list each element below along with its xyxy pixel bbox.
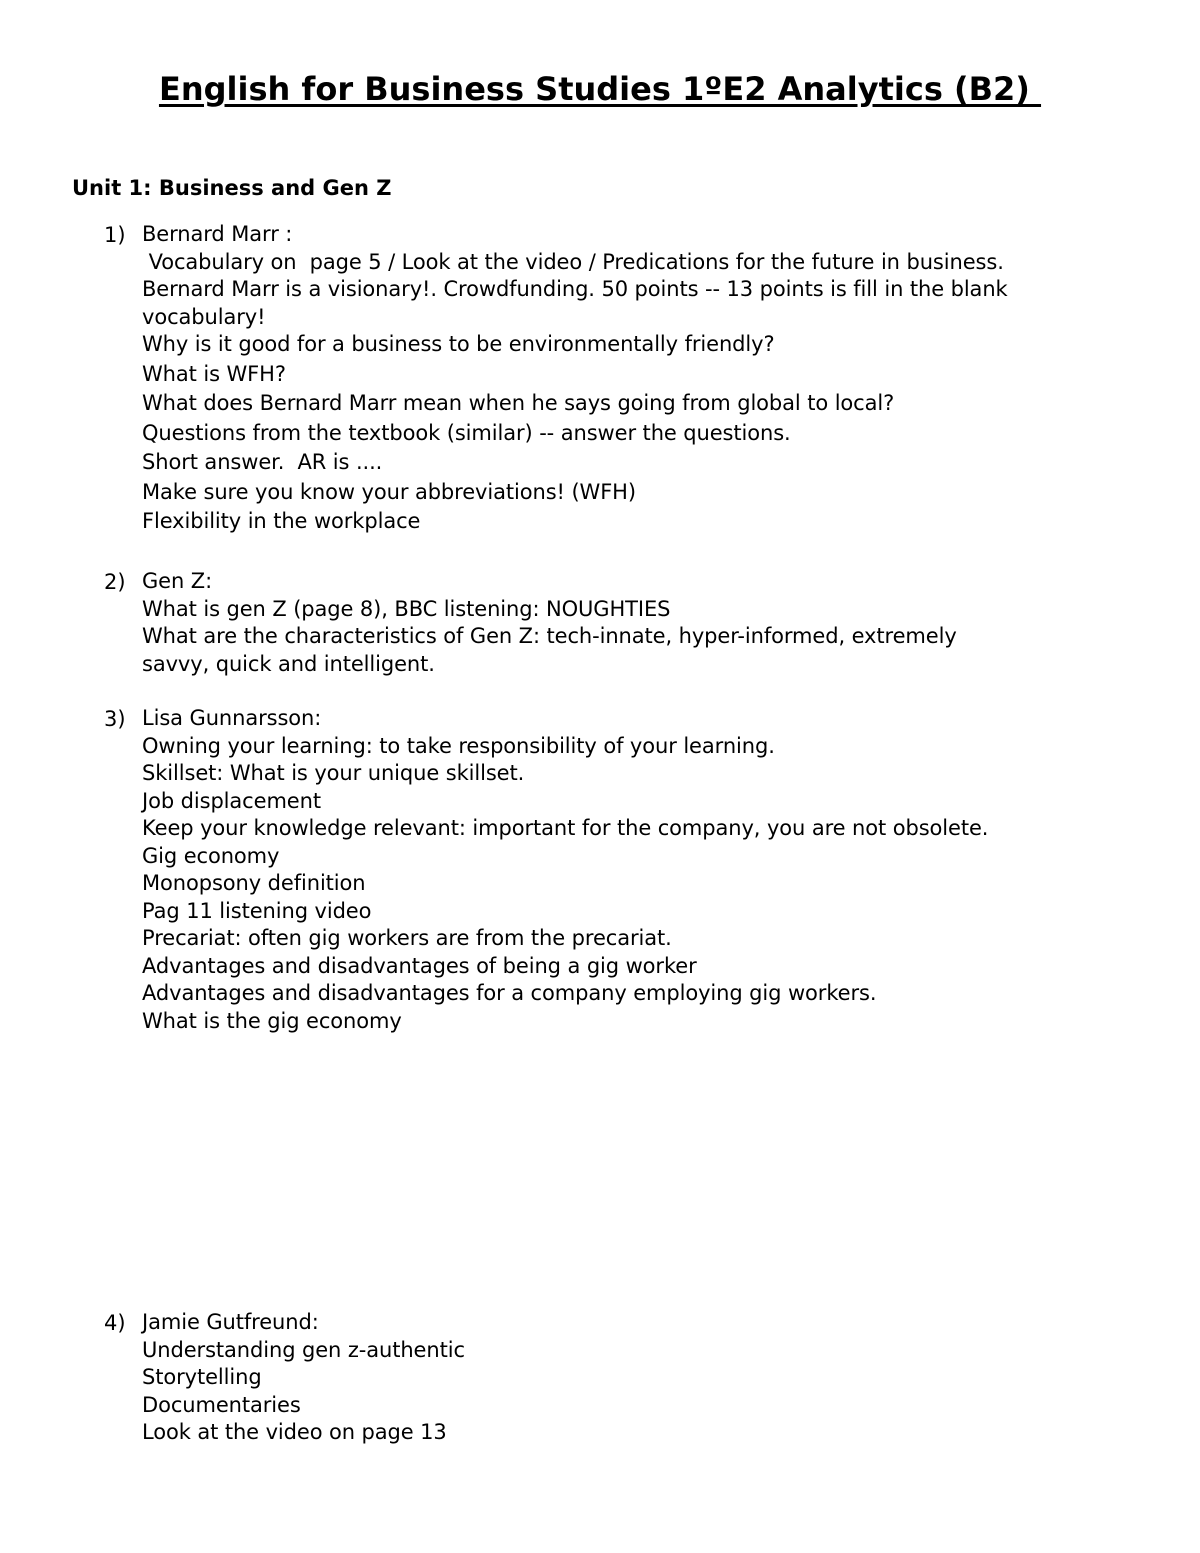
item-lines: [142, 221, 1142, 536]
item-line: What is the gig economy: [142, 1008, 402, 1033]
item-line: Bernard Marr is a visionary!. Crowdfunding. 50 points -- 13 points is fill in the blank: [142, 277, 1008, 301]
item-line: Documentaries: [142, 1392, 301, 1417]
item-line: Advantages and disadvantages of being a gig worker: [142, 953, 697, 978]
item-line: Owning your learning: to take responsibility of your learning.: [142, 733, 775, 758]
item-line: Why is it good for a business to be environmentally friendly?: [142, 332, 775, 356]
item-line: Gen Z:: [142, 569, 213, 593]
item-line: Make sure you know your abbreviations! (WFH): [142, 479, 636, 504]
item-line: Keep your knowledge relevant: important for the company, you are not obsolete.: [142, 816, 989, 840]
item-number: 4): [104, 1311, 126, 1335]
item-line: What does Bernard Marr mean when he says going from global to local?: [142, 391, 895, 415]
item-line: Look at the video on page 13: [142, 1420, 447, 1444]
item-line: Precariat: often gig workers are from the precariat.: [142, 926, 672, 950]
item-line: Jamie Gutfreund:: [142, 1310, 319, 1334]
item-number: 1): [104, 223, 126, 247]
item-line: Monopsony definition: [142, 871, 366, 895]
item-line: Advantages and disadvantages for a company employing gig workers.: [142, 981, 877, 1005]
item-line: Skillset: What is your unique skillset.: [142, 761, 525, 785]
item-line: Bernard Marr :: [142, 222, 293, 246]
item-line: Understanding gen z-authentic: [142, 1337, 465, 1362]
item-line: Short answer. AR is ....: [142, 450, 383, 474]
item-line: vocabulary!: [142, 304, 266, 329]
item-line: Job displacement: [142, 788, 321, 813]
item-line: What is WFH?: [142, 361, 286, 386]
item-lines: [142, 568, 1142, 678]
item-line: Gig economy: [142, 843, 280, 868]
item-line: Lisa Gunnarsson:: [142, 706, 322, 730]
item-line: What is gen Z (page 8), BBC listening: NOUGHTIES: [142, 596, 671, 621]
item-line: Flexibility in the workplace: [142, 509, 421, 533]
item-lines: [142, 705, 1142, 1035]
item-line: Vocabulary on page 5 / Look at the video / Predications for the future in business.: [142, 249, 1004, 274]
item-lines: [142, 1309, 1142, 1447]
item-line: Storytelling: [142, 1365, 262, 1389]
item-number: 2): [104, 570, 126, 594]
item-line: savvy, quick and intelligent.: [142, 651, 435, 676]
unit-heading: Unit 1: Business and Gen Z: [72, 176, 392, 200]
item-line: What are the characteristics of Gen Z: tech-innate, hyper-informed, extremely: [142, 624, 957, 648]
item-line: Questions from the textbook (similar) -- answer the questions.: [142, 420, 791, 445]
item-line: Pag 11 listening video: [142, 898, 372, 923]
document-title: English for Business Studies 1ºE2 Analytics (B2): [158, 70, 1042, 108]
item-number: 3): [104, 707, 126, 731]
